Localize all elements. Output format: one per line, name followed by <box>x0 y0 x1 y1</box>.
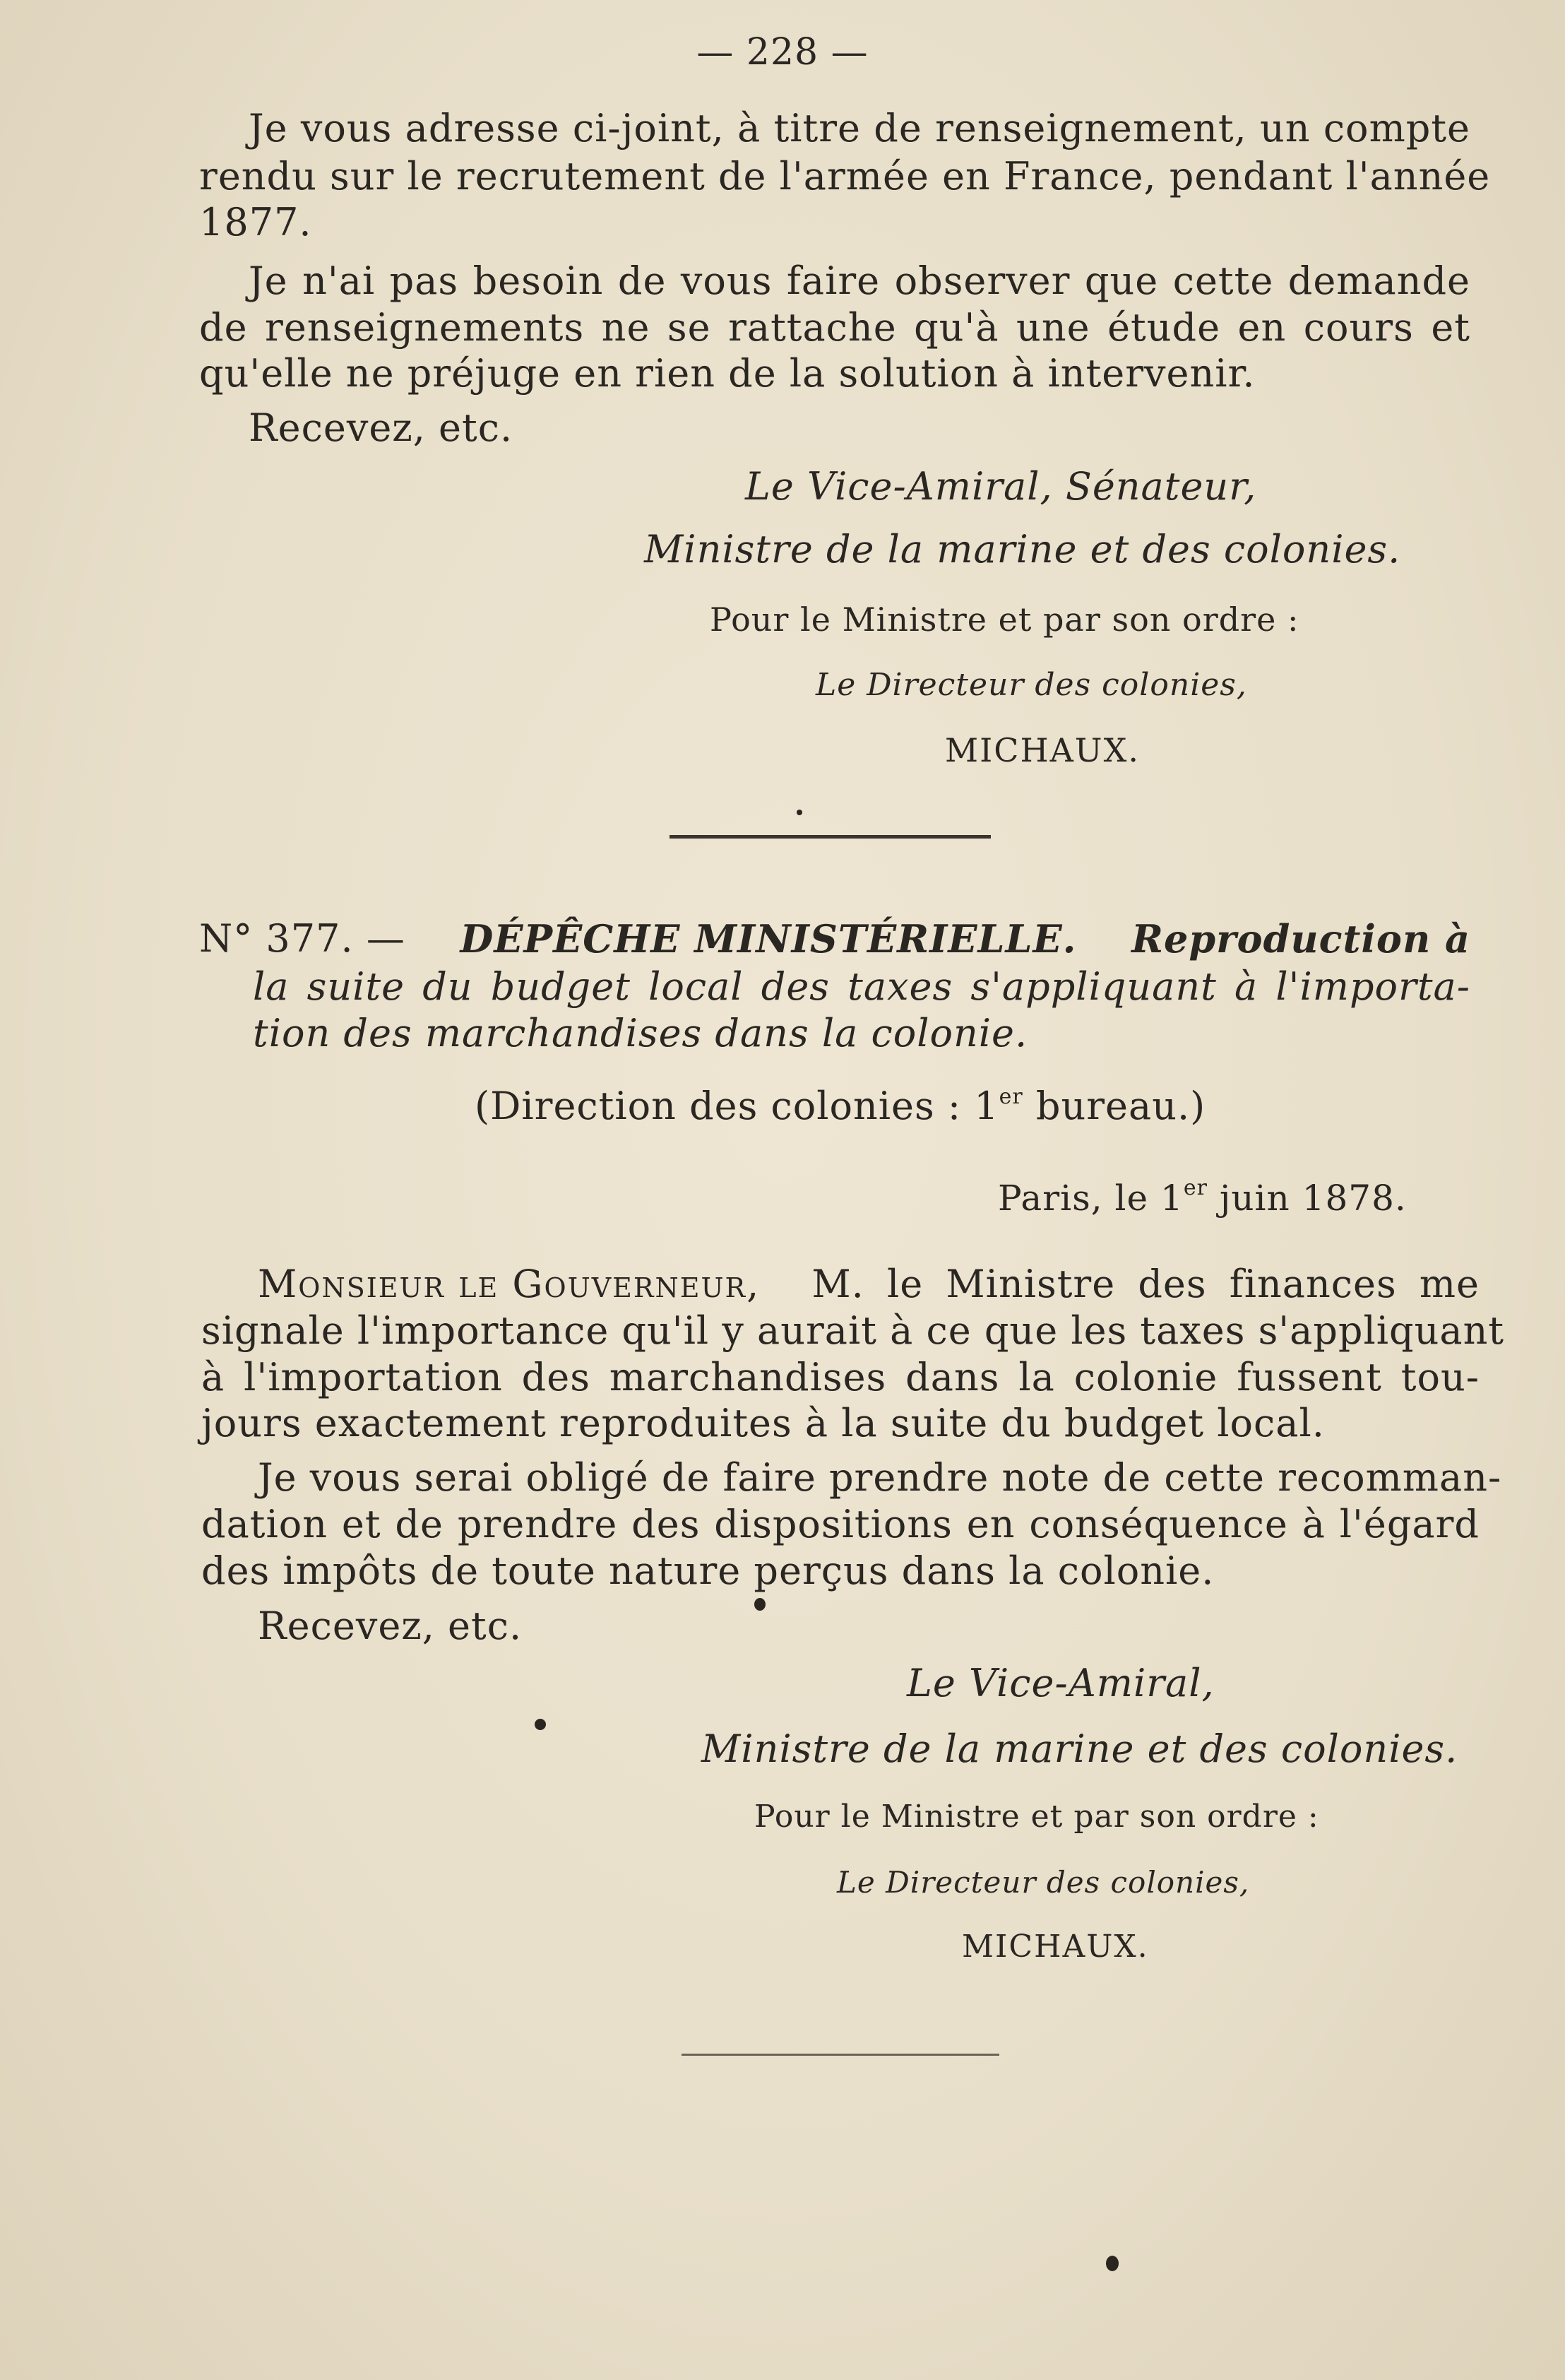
s1-signature-title1: Le Vice-Amiral, Sénateur, <box>745 464 1257 509</box>
section-separator <box>670 835 991 839</box>
s1-signature-order: Pour le Ministre et par son ordre : <box>710 600 1299 639</box>
s1-para1-line1: Je vous adresse ci-joint, à titre de renseignement, un compte <box>249 106 1470 150</box>
s2-heading-rest-start: Reproduction à <box>1131 916 1470 961</box>
s2-para1-line3: à l'importation des marchandises dans la colonie fussent tou- <box>201 1355 1480 1399</box>
s2-heading-line1 <box>199 916 1470 961</box>
s1-para1-line2: rendu sur le recrutement de l'armée en France, pendant l'année <box>199 154 1491 199</box>
ink-speck <box>797 810 802 815</box>
s1-para2-line3: qu'elle ne préjuge en rien de la solution à intervenir. <box>199 351 1256 396</box>
s2-signature-title1: Le Vice-Amiral, <box>907 1661 1215 1705</box>
page-number: — 228 — <box>696 31 869 73</box>
s2-para2-line2: dation et de prendre des dispositions en conséquence à l'égard <box>201 1502 1480 1546</box>
s2-para1-line4: jours exactement reproduites à la suite du budget local. <box>201 1401 1325 1445</box>
ink-speck <box>754 1598 766 1611</box>
ink-speck <box>1106 2256 1119 2271</box>
s1-signature-name: MICHAUX. <box>945 731 1140 769</box>
s2-salutation: Monsieur le Gouverneur, <box>258 1262 761 1306</box>
s1-signature-title2: Ministre de la marine et des colonies. <box>644 527 1401 572</box>
s1-para2-line2: de renseignements ne se rattache qu'à une étude en cours et <box>199 305 1470 350</box>
s2-signature-order: Pour le Ministre et par son ordre : <box>754 1799 1319 1835</box>
end-rule <box>682 2054 999 2056</box>
s2-closing: Recevez, etc. <box>258 1604 523 1648</box>
s2-para1-line1-text: M. le Ministre des finances me <box>811 1262 1480 1306</box>
s2-direction <box>475 1084 1206 1129</box>
s1-para1-line3: 1877. <box>199 200 312 244</box>
s2-para1-line1 <box>258 1262 1480 1307</box>
s2-date-before: Paris, le 1 <box>998 1178 1184 1219</box>
s2-date-after: juin 1878. <box>1207 1178 1407 1219</box>
s2-heading-line2: la suite du budget local des taxes s'appliquant à l'importa- <box>253 964 1470 1009</box>
s2-para1-line2: signale l'importance qu'il y aurait à ce que les taxes s'appliquant <box>201 1308 1505 1353</box>
s1-para2-line1: Je n'ai pas besoin de vous faire observer que cette demande <box>249 259 1470 303</box>
s2-date <box>998 1176 1407 1221</box>
s2-para2-line1: Je vous serai obligé de faire prendre note de cette recomman- <box>258 1455 1502 1500</box>
s2-heading-title: DÉPÊCHE MINISTÉRIELLE. <box>460 916 1077 961</box>
s2-date-sup: er <box>1183 1176 1208 1200</box>
s2-heading-number: N° 377. — <box>199 916 405 961</box>
s2-para2-line3: des impôts de toute nature perçus dans la colonie. <box>201 1549 1215 1593</box>
s2-direction-before: (Direction des colonies : 1 <box>475 1084 999 1128</box>
s1-signature-director: Le Directeur des colonies, <box>816 667 1247 703</box>
s1-closing: Recevez, etc. <box>249 405 513 450</box>
s2-signature-name: MICHAUX. <box>962 1929 1149 1965</box>
s2-signature-title2: Ministre de la marine et des colonies. <box>701 1727 1458 1771</box>
s2-signature-director: Le Directeur des colonies, <box>837 1865 1250 1900</box>
ink-speck <box>535 1719 546 1730</box>
s2-direction-after: bureau.) <box>1023 1084 1206 1128</box>
s2-heading-line3: tion des marchandises dans la colonie. <box>253 1011 1028 1055</box>
s2-direction-sup: er <box>999 1084 1023 1109</box>
